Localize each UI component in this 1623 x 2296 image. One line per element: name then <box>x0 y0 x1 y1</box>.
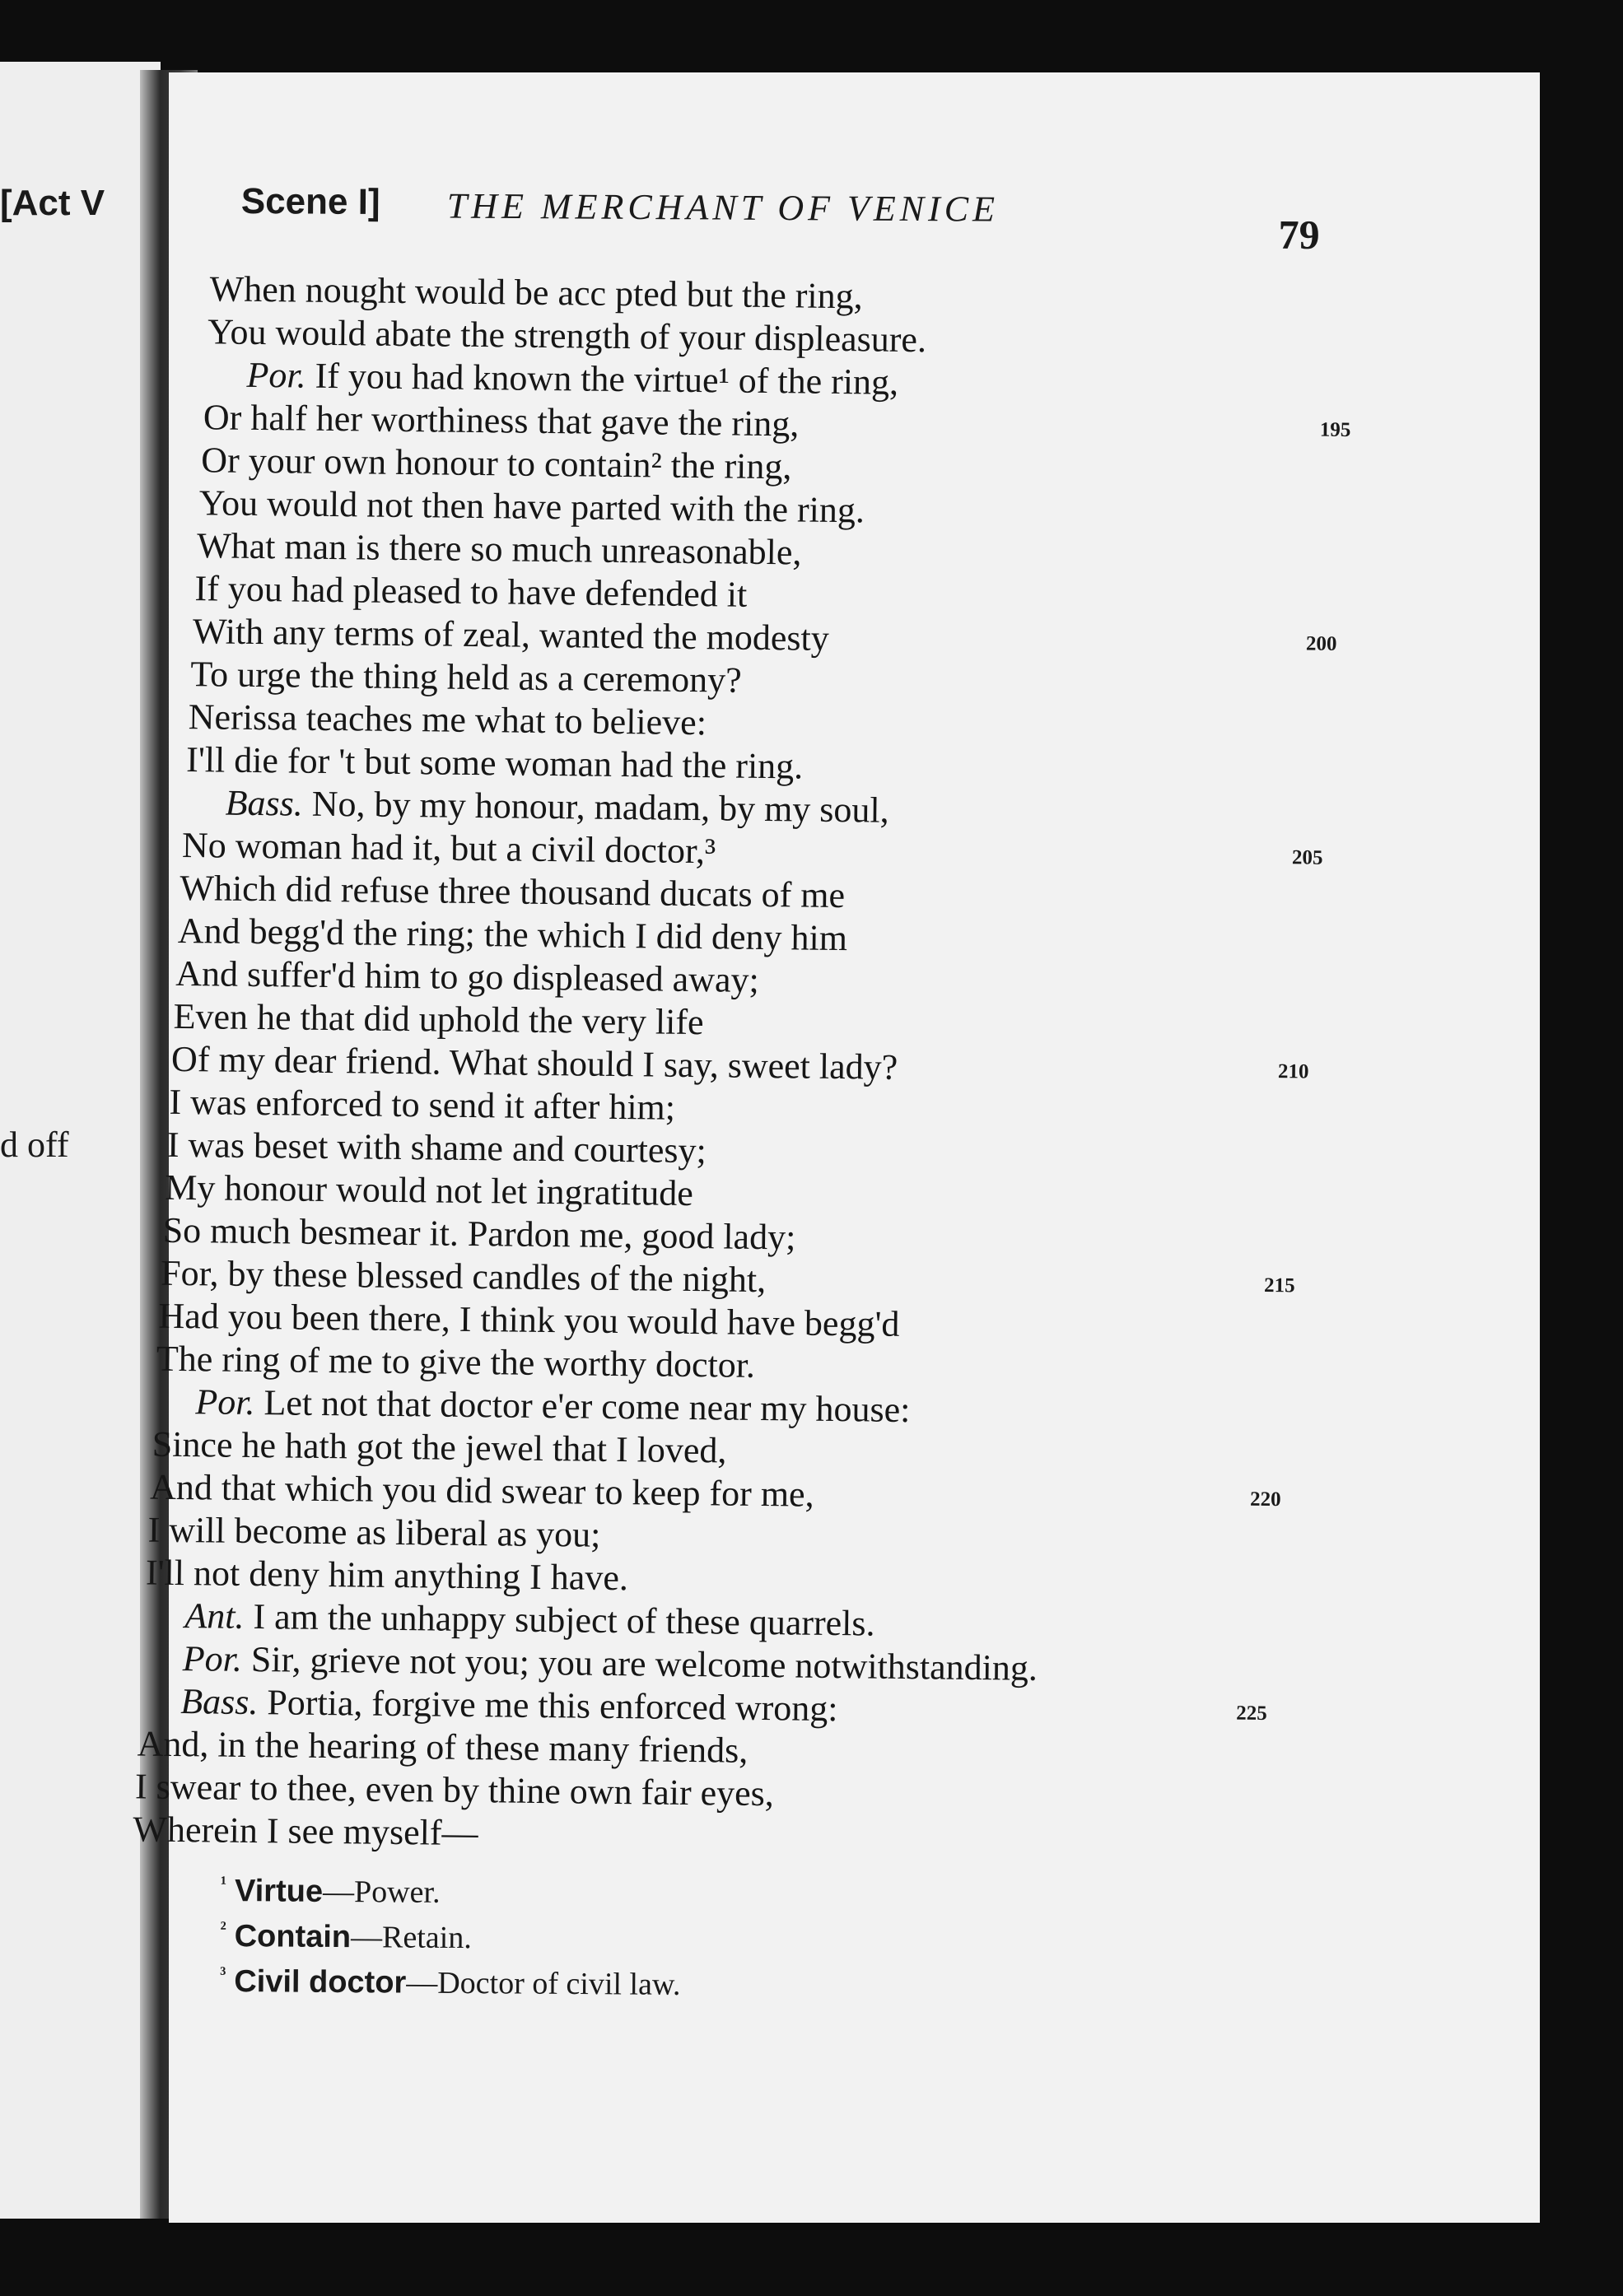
verse-line <box>194 567 747 617</box>
verse-line <box>178 910 848 960</box>
footnote-gloss: —Doctor of civil law. <box>406 1965 681 2002</box>
footnote-mark: ² <box>220 1918 226 1940</box>
verse-line <box>186 738 804 788</box>
footnote-term: Civil doctor <box>234 1964 407 2000</box>
verse-text: Or your own honour to contain² the ring, <box>201 440 792 487</box>
speaker-name: Bass. <box>180 1681 259 1723</box>
verse-text: No, by my honour, madam, by my soul, <box>311 783 889 831</box>
verse-text: I'll not deny him anything I have. <box>145 1552 629 1599</box>
line-number: 225 <box>1236 1702 1267 1725</box>
verse-text: Let not that doctor e'er come near my house: <box>264 1382 911 1431</box>
verse-line <box>184 1595 875 1646</box>
verse-line <box>180 1680 838 1730</box>
verse-text: Had you been there, I think you would have begg'd <box>158 1295 900 1344</box>
verse-line <box>193 610 829 660</box>
verse-text: And that which you did swear to keep for me, <box>149 1466 814 1515</box>
verse-text: Wherein I see myself— <box>133 1809 478 1854</box>
page-header <box>240 177 1394 275</box>
footnote-mark: ³ <box>220 1963 226 1986</box>
line-number: 210 <box>1277 1060 1309 1083</box>
verse-line <box>203 396 800 445</box>
verse-line <box>175 952 759 1002</box>
line-number: 195 <box>1319 418 1351 442</box>
verse-line <box>167 1124 707 1172</box>
verse-line <box>161 1252 767 1302</box>
verse-line <box>189 696 707 744</box>
footnote-mark: ¹ <box>220 1873 227 1895</box>
footnote-term: Contain <box>234 1919 352 1955</box>
verse-line <box>146 1552 628 1600</box>
verse-line <box>180 867 845 917</box>
verse-line <box>201 439 792 488</box>
footnote <box>220 1963 681 2003</box>
speaker-name: Por. <box>182 1638 243 1679</box>
verse-line <box>152 1423 726 1473</box>
verse-text: The ring of me to give the worthy doctor. <box>156 1338 756 1386</box>
verse-line <box>209 268 863 318</box>
verse-line <box>150 1466 814 1516</box>
verse-text: I swear to thee, even by thine own fair eyes, <box>134 1766 775 1814</box>
line-number: 205 <box>1291 846 1323 869</box>
verse-text: For, by these blessed candles of the night, <box>160 1252 767 1301</box>
verse-text: Or half her worthiness that gave the ring, <box>203 397 800 445</box>
left-page-header-fragment: [Act V <box>0 183 105 223</box>
speaker-name: Ant. <box>184 1595 245 1637</box>
footnote-gloss: —Retain. <box>350 1920 472 1956</box>
verse-line <box>169 1081 675 1129</box>
speaker-name: Por. <box>195 1381 255 1423</box>
verse-text: Which did refuse three thousand ducats of me <box>180 867 846 916</box>
verse-text: And suffer'd him to go displeased away; <box>175 952 760 1000</box>
verse-text: I'll die for 't but some woman had the ring. <box>185 739 804 787</box>
verse-line <box>246 354 898 404</box>
verse-text: Sir, grieve not you; you are welcome notwithstanding. <box>250 1639 1038 1688</box>
verse-text: I was enforced to send it after him; <box>169 1081 676 1128</box>
verse-text: Of my dear friend. What should I say, sweet lady? <box>170 1038 898 1087</box>
line-number: 200 <box>1305 632 1337 655</box>
verse-text: My honour would not let ingratitude <box>165 1167 694 1214</box>
page-number: 79 <box>1278 211 1320 258</box>
running-title: THE MERCHANT OF VENICE <box>446 185 1000 230</box>
scene-label: Scene I] <box>240 180 380 223</box>
verse-text: I will become as liberal as you; <box>147 1509 601 1555</box>
verse-text: So much besmear it. Pardon me, good lady; <box>162 1209 796 1258</box>
verse-text: And begg'd the ring; the which I did deny him <box>177 910 848 959</box>
verse-text: What man is there so much unreasonable, <box>196 525 802 573</box>
verse-text: If you had pleased to have defended it <box>194 568 748 615</box>
line-number: 220 <box>1249 1488 1281 1511</box>
verse-text: Nerissa teaches me what to believe: <box>188 696 707 743</box>
verse-line <box>190 653 742 702</box>
verse-text: To urge the thing held as a ceremony? <box>190 654 742 701</box>
verse-line <box>182 824 716 873</box>
verse-line <box>225 782 889 832</box>
footnote-term: Virtue <box>234 1874 324 1909</box>
verse-text: I am the unhappy subject of these quarrels. <box>253 1596 875 1644</box>
verse-text: I was beset with shame and courtesy; <box>166 1124 707 1171</box>
verse-line <box>173 995 703 1044</box>
verse-line <box>197 524 802 574</box>
verse-line <box>162 1209 795 1260</box>
verse-text: When nought would be acc pted but the ring, <box>209 268 863 317</box>
verse-line <box>156 1338 756 1387</box>
verse-text: If you had known the virtue¹ of the ring, <box>315 355 899 403</box>
verse-text: With any terms of zeal, wanted the modesty <box>192 611 830 659</box>
verse-line <box>165 1167 693 1215</box>
verse-text: Portia, forgive me this enforced wrong: <box>267 1682 838 1730</box>
verse-line <box>198 482 865 532</box>
verse-line <box>137 1722 748 1772</box>
verse-text: And, in the hearing of these many friends, <box>137 1723 749 1771</box>
footnote <box>220 1918 472 1956</box>
verse-text: Since he hath got the jewel that I loved, <box>152 1423 727 1471</box>
verse-text: You would abate the strength of your displeasure. <box>207 311 927 361</box>
speaker-name: Bass. <box>225 782 304 824</box>
footnote <box>221 1873 441 1911</box>
footnote-gloss: —Power. <box>322 1874 441 1910</box>
left-page-text-fragment: d off <box>0 1125 69 1165</box>
speaker-name: Por. <box>246 354 306 396</box>
line-number: 215 <box>1263 1274 1295 1297</box>
verse-line <box>133 1808 478 1855</box>
verse-text: Even he that did uphold the very life <box>173 995 704 1043</box>
verse-text: No woman had it, but a civil doctor,³ <box>181 825 716 872</box>
verse-line <box>147 1509 600 1557</box>
verse-line <box>135 1765 774 1815</box>
verse-text: You would not then have parted with the ring. <box>198 482 865 531</box>
